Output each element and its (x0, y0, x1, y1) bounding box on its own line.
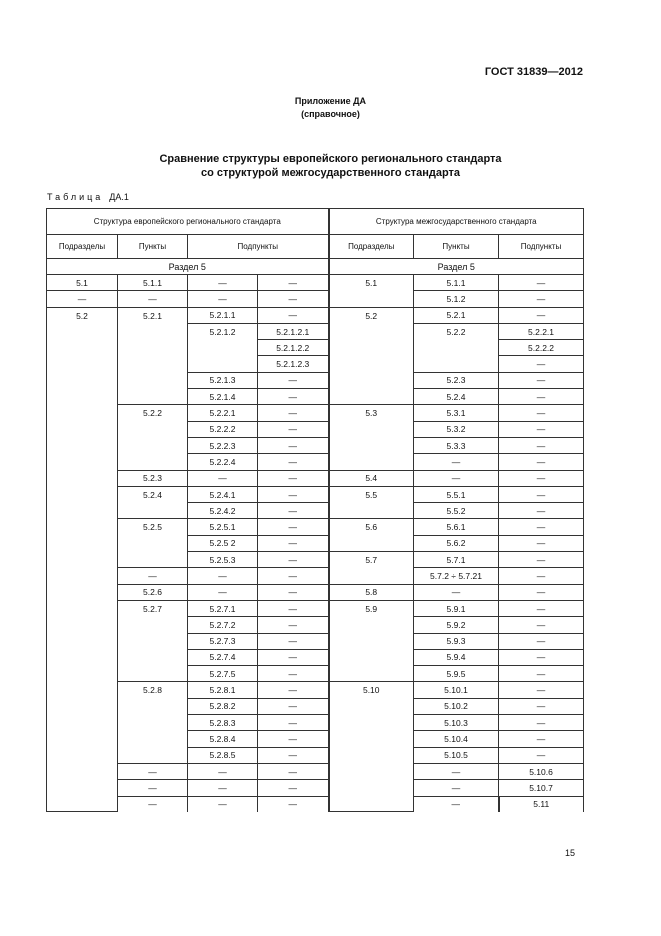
table-cell: — (414, 454, 499, 470)
table-cell: 5.9.3 (414, 633, 499, 649)
table-cell: — (258, 405, 329, 421)
table-cell: — (258, 584, 329, 600)
table-cell: 5.2.7.4 (188, 649, 258, 665)
table-cell: — (499, 731, 584, 747)
table-cell: — (414, 584, 499, 600)
appendix-note: (справочное) (301, 109, 360, 119)
table-label-id: ДА.1 (109, 192, 129, 202)
table-cell: — (188, 763, 258, 779)
table-cell: 5.2.4 (414, 389, 499, 405)
table-cell: — (499, 666, 584, 682)
table-row (47, 486, 584, 502)
table-cell: 5.2.7.2 (188, 617, 258, 633)
table-cell: 5.5.2 (414, 503, 499, 519)
table-cell: — (258, 649, 329, 665)
table-cell: — (258, 796, 329, 812)
table-cell: — (499, 356, 584, 372)
table-cell: 5.1 (47, 275, 118, 291)
table-cell: 5.10.3 (414, 715, 499, 731)
group-header-right: Структура межгосударственного стандарта (329, 209, 584, 235)
table-cell: 5.10.4 (414, 731, 499, 747)
table-cell: — (258, 503, 329, 519)
table-row (47, 568, 584, 584)
table-cell: 5.2.8.1 (188, 682, 258, 698)
table-cell: 5.6.1 (414, 519, 499, 535)
table-cell: 5.2.5.1 (188, 519, 258, 535)
table-cell: 5.2.2.1 (499, 323, 584, 339)
table-cell: 5.3.2 (414, 421, 499, 437)
table-cell: — (258, 437, 329, 453)
table-cell: — (499, 633, 584, 649)
table-cell: — (499, 275, 584, 291)
table-cell: — (258, 291, 329, 307)
table-cell: — (258, 552, 329, 568)
table-cell: — (258, 421, 329, 437)
table-cell: — (188, 568, 258, 584)
table-cell: 5.3.1 (414, 405, 499, 421)
table-header-row (47, 209, 584, 235)
table-row (47, 584, 584, 600)
table-cell: — (499, 454, 584, 470)
table-cell: 5.2.8.5 (188, 747, 258, 763)
table-cell: 5.3.3 (414, 437, 499, 453)
table-cell: 5.2.2.4 (188, 454, 258, 470)
table-cell: 5.10.6 (499, 763, 584, 779)
table-cell: 5.10 (329, 682, 414, 812)
table-cell: 5.9.5 (414, 666, 499, 682)
table-cell: 5.2.2 (118, 405, 188, 470)
table-cell: 5.9.4 (414, 649, 499, 665)
table-cell: 5.7.1 (414, 552, 499, 568)
table-cell: 5.2.8.3 (188, 715, 258, 731)
table-cell: — (258, 568, 329, 584)
table-cell: — (188, 291, 258, 307)
table-cell: — (258, 747, 329, 763)
table-cell: 5.1.1 (118, 275, 188, 291)
table-cell: — (414, 470, 499, 486)
table-cell: 5.2.8.4 (188, 731, 258, 747)
table-cell: 5.2.2.2 (188, 421, 258, 437)
table-cell: — (188, 796, 258, 812)
table-cell: 5.6 (329, 519, 414, 552)
column-header: Подразделы (329, 235, 414, 259)
table-cell: 5.2 (47, 307, 118, 812)
table-cell: — (499, 291, 584, 307)
table-cell: — (499, 617, 584, 633)
table-cell: 5.2.2.3 (188, 437, 258, 453)
table-row (47, 763, 584, 779)
appendix-heading (0, 95, 661, 121)
table-cell: — (258, 780, 329, 796)
table-cell: — (258, 698, 329, 714)
table-cell: — (258, 682, 329, 698)
table-cell: 5.2.1.2.3 (258, 356, 329, 372)
table-cell: — (118, 780, 188, 796)
table-cell: — (499, 584, 584, 600)
table-cell: — (499, 421, 584, 437)
section-label: Раздел 5 (47, 259, 329, 275)
table-cell: 5.10.2 (414, 698, 499, 714)
table-cell: 5.2.6 (118, 584, 188, 600)
table-cell: — (118, 796, 188, 812)
table-cell: — (499, 552, 584, 568)
section-row (47, 259, 584, 275)
table-label (47, 192, 129, 202)
table-cell: — (258, 470, 329, 486)
table-cell: 5.9 (329, 600, 414, 681)
table-cell: 5.3 (329, 405, 414, 470)
table-cell: — (499, 649, 584, 665)
title-line-2: со структурой межгосударственного стандарта (200, 167, 461, 179)
table-cell: — (118, 291, 188, 307)
table-cell: — (258, 715, 329, 731)
table-cell: 5.2 (329, 307, 414, 405)
table-cell: 5.2.7.3 (188, 633, 258, 649)
table-cell: — (499, 715, 584, 731)
column-header: Подпункты (499, 235, 584, 259)
table-cell: — (258, 519, 329, 535)
table-cell: 5.6.2 (414, 535, 499, 551)
table-cell: — (499, 568, 584, 584)
table-row (47, 307, 584, 323)
table-cell: 5.5.1 (414, 486, 499, 502)
table-cell: 5.2.3 (118, 470, 188, 486)
table-cell: — (499, 519, 584, 535)
table-cell: — (499, 389, 584, 405)
comparison-table (46, 208, 584, 812)
table-cell: — (499, 437, 584, 453)
table-cell: — (188, 780, 258, 796)
table-cell: 5.8 (329, 584, 414, 600)
table-cell: 5.4 (329, 470, 414, 486)
table-cell: — (414, 763, 499, 779)
table-cell: — (118, 763, 188, 779)
table-cell: 5.2.3 (414, 372, 499, 388)
table-cell: — (258, 372, 329, 388)
table-cell: — (499, 405, 584, 421)
document-id: ГОСТ 31839—2012 (484, 66, 583, 78)
table-cell: — (499, 747, 584, 763)
table-cell: — (499, 682, 584, 698)
table-cell: 5.2.4.2 (188, 503, 258, 519)
table-label-word: Таблица (47, 192, 104, 202)
table-cell: — (499, 470, 584, 486)
table-cell: — (258, 486, 329, 502)
table-cell: — (258, 763, 329, 779)
appendix-title: Приложение ДА (294, 96, 367, 106)
table-cell: 5.2.2.2 (499, 340, 584, 356)
table-cell: — (258, 275, 329, 291)
table-cell: 5.2.1.2 (188, 323, 258, 372)
table-cell: — (188, 584, 258, 600)
table-cell: 5.2.1.3 (188, 372, 258, 388)
table-cell: 5.2.5.3 (188, 552, 258, 568)
table-cell: 5.9.2 (414, 617, 499, 633)
table-cell: 5.2.1.1 (188, 307, 258, 323)
table-cell: — (258, 617, 329, 633)
title-line-1: Сравнение структуры европейского регионального стандарта (159, 153, 502, 165)
table-cell: 5.2.4.1 (188, 486, 258, 502)
table-cell: — (47, 291, 118, 307)
table-row (47, 600, 584, 616)
table-cell: — (258, 731, 329, 747)
table-cell: — (499, 372, 584, 388)
table-cell: — (499, 307, 584, 323)
table-cell: 5.7.2 ÷ 5.7.21 (414, 568, 499, 584)
table-cell: — (499, 600, 584, 616)
table-cell: 5.9.1 (414, 600, 499, 616)
table-row (47, 405, 584, 421)
table-cell: — (499, 503, 584, 519)
table-cell: 5.2.1 (118, 307, 188, 405)
table-cell: — (188, 470, 258, 486)
column-header: Пункты (414, 235, 499, 259)
table-cell: 5.2.1 (414, 307, 499, 323)
table-cell: — (499, 486, 584, 502)
table-row (47, 682, 584, 698)
table-cell: — (258, 307, 329, 323)
table-cell: 5.2.4 (118, 486, 188, 519)
table-cell: — (258, 535, 329, 551)
table-cell: 5.5 (329, 486, 414, 519)
table-row (47, 780, 584, 796)
table-cell: 5.1.2 (414, 291, 499, 307)
table-cell: 5.2.1.2.1 (258, 323, 329, 339)
table-cell: 5.2.2 (414, 323, 499, 372)
table-cell: — (188, 275, 258, 291)
table-cell: 5.2.8 (118, 682, 188, 763)
table-cell: — (499, 698, 584, 714)
table-cell: 5.1 (329, 275, 414, 308)
table-cell: 5.2.1.2.2 (258, 340, 329, 356)
table-cell: — (414, 780, 499, 796)
table-row (47, 291, 584, 307)
table-cell: 5.2.5 (118, 519, 188, 568)
table-cell: 5.2.7 (118, 600, 188, 681)
table-row (47, 470, 584, 486)
table-cell: — (499, 535, 584, 551)
column-header: Подразделы (47, 235, 118, 259)
table-cell: 5.2.5 2 (188, 535, 258, 551)
table-cell: — (118, 568, 188, 584)
table-cell: — (258, 600, 329, 616)
table-cell: 5.7 (329, 552, 414, 585)
table-cell: — (258, 633, 329, 649)
table-row (47, 275, 584, 291)
table-cell: 5.2.7.1 (188, 600, 258, 616)
table-cell: 5.2.2.1 (188, 405, 258, 421)
table-header-row (47, 235, 584, 259)
table-cell: — (258, 666, 329, 682)
page-number: 15 (564, 848, 575, 858)
table-cell: 5.10.5 (414, 747, 499, 763)
table-cell: 5.10.7 (499, 780, 584, 796)
table-cell: — (258, 454, 329, 470)
table-cell: 5.10.1 (414, 682, 499, 698)
column-header: Подпункты (188, 235, 329, 259)
table-cell: 5.2.1.4 (188, 389, 258, 405)
table-cell: 5.2.8.2 (188, 698, 258, 714)
table-cell: — (414, 796, 499, 812)
table-cell: 5.1.1 (414, 275, 499, 291)
table-row (47, 519, 584, 535)
group-header-left: Структура европейского регионального стандарта (47, 209, 329, 235)
column-header: Пункты (118, 235, 188, 259)
document-title (0, 152, 661, 180)
table-cell: 5.11 (499, 796, 584, 812)
table-cell: 5.2.7.5 (188, 666, 258, 682)
section-label: Раздел 5 (329, 259, 584, 275)
table-row (47, 796, 584, 812)
table-cell: — (258, 389, 329, 405)
